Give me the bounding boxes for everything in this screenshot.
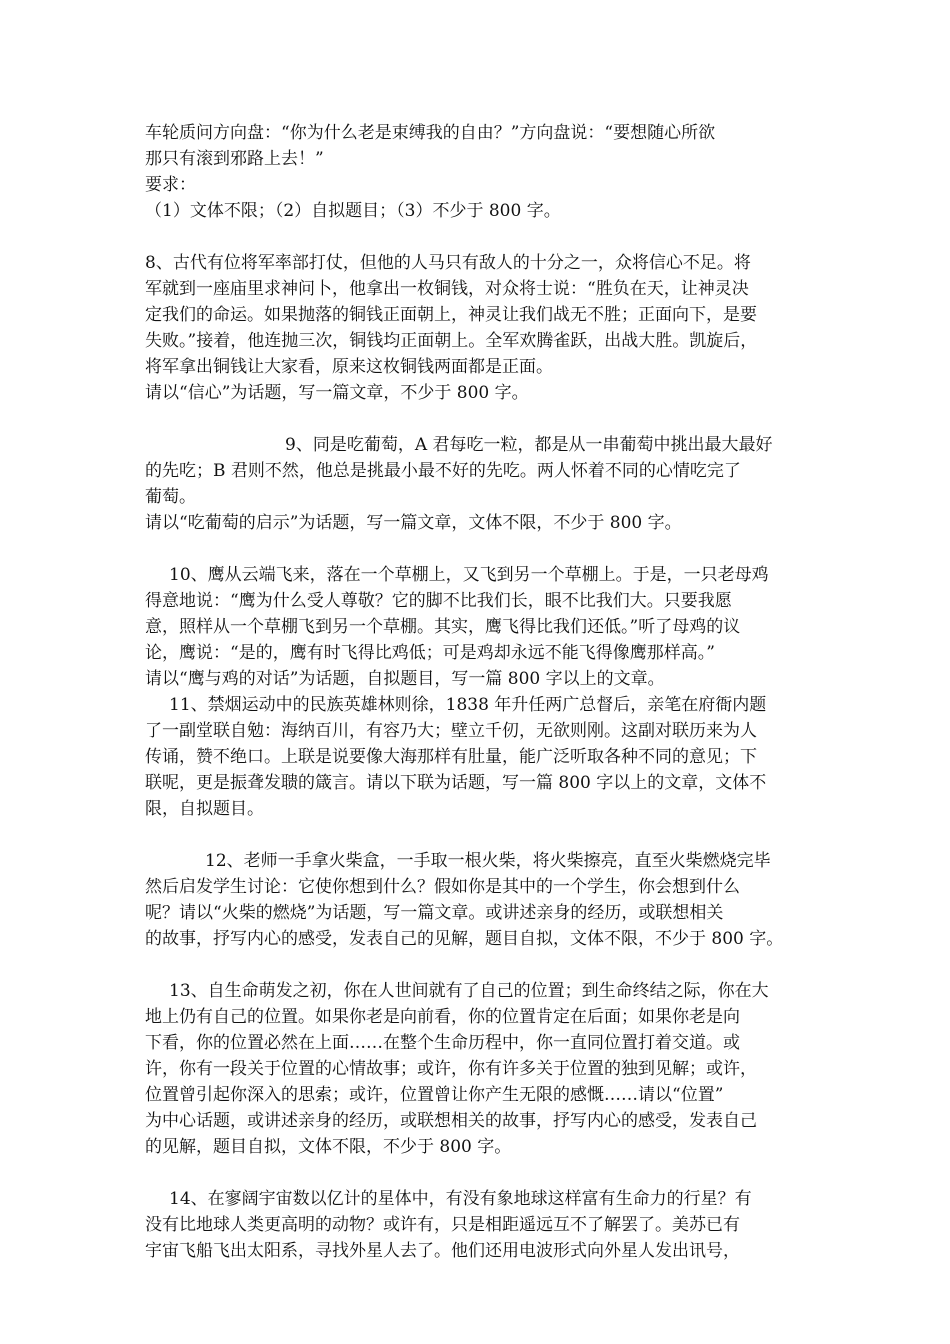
text-line: 的先吃；B 君则不然，他总是挑最小最不好的先吃。两人怀着不同的心情吃完了 (145, 461, 741, 481)
text-line: 了一副堂联自勉：海纳百川，有容乃大；壁立千仞，无欲则刚。这副对联历来为人 (145, 721, 757, 741)
text-line: 联呢，更是振聋发聩的箴言。请以下联为话题，写一篇 800 字以上的文章，文体不 (145, 773, 767, 793)
text-line: 9、同是吃葡萄，A 君每吃一粒，都是从一串葡萄中挑出最大最好 (285, 435, 773, 455)
text-line: 8、古代有位将军率部打仗，但他的人马只有敌人的十分之一，众将信心不足。将 (145, 253, 751, 273)
prompt-14 (145, 1186, 810, 1264)
text-line: 定我们的命运。如果抛落的铜钱正面朝上，神灵让我们战无不胜；正面向下，是要 (145, 305, 757, 325)
text-line: 14、在寥阔宇宙数以亿计的星体中，有没有象地球这样富有生命力的行星？有 (169, 1189, 752, 1209)
text-line: 11、禁烟运动中的民族英雄林则徐，1838 年升任两广总督后，亲笔在府衙内题 (169, 695, 767, 715)
document-body (145, 120, 810, 1264)
text-line: 失败。”接着，他连抛三次，铜钱均正面朝上。全军欢腾雀跃，出战大胜。凯旋后， (145, 331, 758, 351)
requirements-text: （1）文体不限；（2）自拟题目；（3）不少于 800 字。 (145, 201, 561, 221)
text-line: 13、自生命萌发之初，你在人世间就有了自己的位置；到生命终结之际，你在大 (169, 981, 769, 1001)
text-line: 传诵，赞不绝口。上联是说要像大海那样有肚量，能广泛听取各种不同的意见；下 (145, 747, 757, 767)
text-line: 的见解，题目自拟，文体不限，不少于 800 字。 (145, 1137, 512, 1157)
paragraph-spacer (145, 952, 810, 978)
text-line: 请以“信心”为话题，写一篇文章，不少于 800 字。 (145, 383, 529, 403)
text-line: 论，鹰说：“是的，鹰有时飞得比鸡低；可是鸡却永远不能飞得像鹰那样高。” (145, 643, 715, 663)
text-line: 得意地说：“鹰为什么受人尊敬？它的脚不比我们长，眼不比我们大。只要我愿 (145, 591, 732, 611)
text-line: 意，照样从一个草棚飞到另一个草棚。其实，鹰飞得比我们还低。”听了母鸡的议 (145, 617, 741, 637)
prompt-9 (145, 432, 810, 536)
text-line: 位置曾引起你深入的思索；或许，位置曾让你产生无限的感慨……请以“位置” (145, 1085, 724, 1105)
paragraph-spacer (145, 406, 810, 432)
text-line: 然后启发学生讨论：它使你想到什么？假如你是其中的一个学生，你会想到什么 (145, 877, 740, 897)
requirements-label: 要求： (145, 175, 196, 195)
text-line: 车轮质问方向盘：“你为什么老是束缚我的自由？”方向盘说：“要想随心所欲 (145, 123, 716, 143)
text-line: 的故事，抒写内心的感受，发表自己的见解，题目自拟，文体不限，不少于 800 字。 (145, 929, 784, 949)
text-line: 为中心话题，或讲述亲身的经历，或联想相关的故事，抒写内心的感受，发表自己 (145, 1111, 757, 1131)
text-line: 军就到一座庙里求神问卜，他拿出一枚铜钱，对众将士说：“胜负在天，让神灵决 (145, 279, 749, 299)
text-line: 请以“吃葡萄的启示”为话题，写一篇文章，文体不限，不少于 800 字。 (145, 513, 682, 533)
paragraph-spacer (145, 536, 810, 562)
paragraph-spacer (145, 224, 810, 250)
text-line: 葡萄。 (145, 487, 196, 507)
paragraph-spacer (145, 1160, 810, 1186)
text-line: 将军拿出铜钱让大家看，原来这枚铜钱两面都是正面。 (145, 357, 553, 377)
prompt-12 (145, 848, 810, 952)
text-line: 12、老师一手拿火柴盒，一手取一根火柴，将火柴擦亮，直至火柴燃烧完毕 (205, 851, 771, 871)
text-line: 请以“鹰与鸡的对话”为话题，自拟题目，写一篇 800 字以上的文章。 (145, 669, 665, 689)
prompt-7-continued (145, 120, 810, 224)
text-line: 限，自拟题目。 (145, 799, 264, 819)
prompt-11 (145, 692, 810, 822)
text-line: 那只有滚到邪路上去！” (145, 149, 324, 169)
text-line: 呢？请以“火柴的燃烧”为话题，写一篇文章。或讲述亲身的经历，或联想相关 (145, 903, 724, 923)
text-line: 地上仍有自己的位置。如果你老是向前看，你的位置肯定在后面；如果你老是向 (145, 1007, 740, 1027)
prompt-10 (145, 562, 810, 692)
text-line: 下看，你的位置必然在上面……在整个生命历程中，你一直同位置打着交道。或 (145, 1033, 740, 1053)
text-line: 许，你有一段关于位置的心情故事；或许，你有许多关于位置的独到见解；或许， (145, 1059, 757, 1079)
text-line: 10、鹰从云端飞来，落在一个草棚上，又飞到另一个草棚上。于是，一只老母鸡 (169, 565, 769, 585)
prompt-13 (145, 978, 810, 1160)
text-line: 没有比地球人类更高明的动物？或许有，只是相距遥远互不了解罢了。美苏已有 (145, 1215, 740, 1235)
text-line: 宇宙飞船飞出太阳系，寻找外星人去了。他们还用电波形式向外星人发出讯号， (145, 1241, 740, 1261)
prompt-8 (145, 250, 810, 406)
paragraph-spacer (145, 822, 810, 848)
